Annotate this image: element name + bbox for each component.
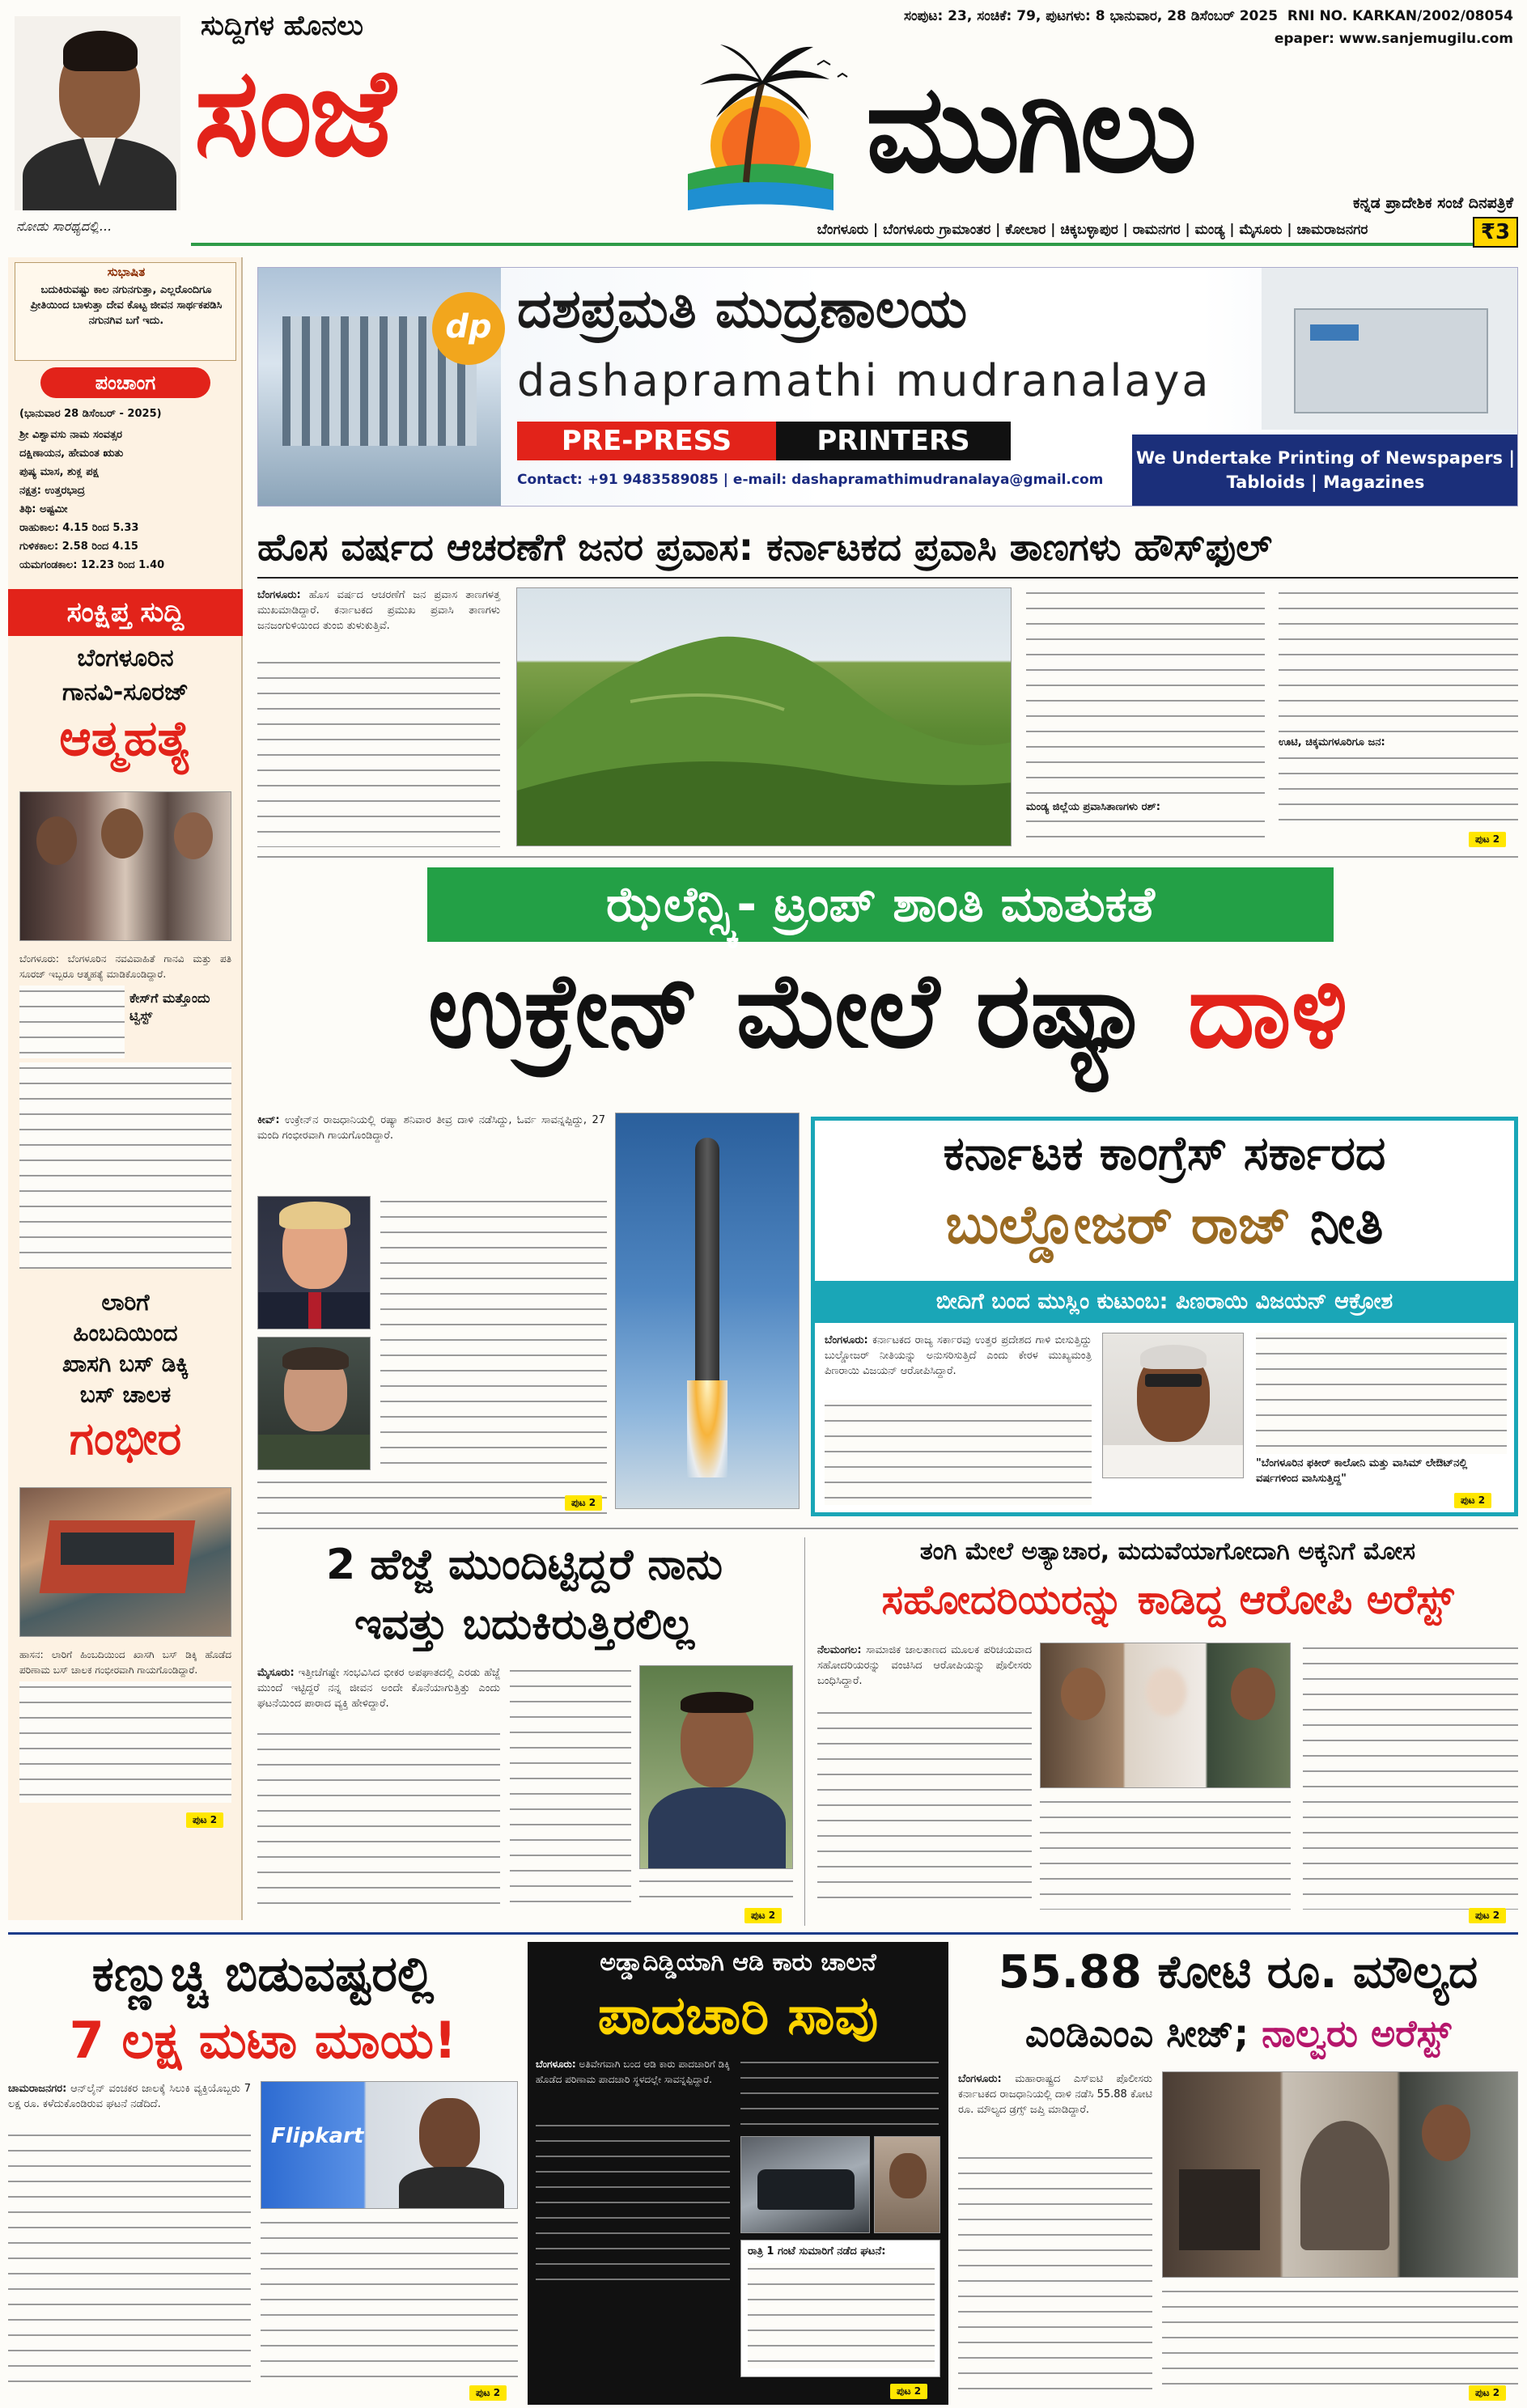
pedestrian-kicker: ಅಡ್ಡಾದಿಡ್ಡಿಯಾಗಿ ಆಡಿ ಕಾರು ಚಾಲನೆ — [600, 1948, 876, 1977]
survivor-text-lines-1 — [257, 1728, 500, 1906]
continued-tag: ಪುಟ 2 — [565, 1495, 602, 1511]
masthead-brand-red: ಸಂಜೆ — [194, 43, 392, 184]
continued-tag: ಪುಟ 2 — [1454, 1493, 1491, 1508]
bulldozer-strap-text: ಬೀದಿಗೆ ಬಂದ ಮುಸ್ಲಿಂ ಕುಟುಂಬ: ಪಿಣರಾಯಿ ವಿಜಯನ್ ಆಕ್ರೋಶ — [935, 1289, 1393, 1314]
continued-tag: ಪುಟ 2 — [1469, 1908, 1506, 1923]
bulldozer-body: ಕರ್ನಾಟಕದ ರಾಜ್ಯ ಸರ್ಕಾರವು ಉತ್ತರ ಪ್ರದೇಶದ ಗಾಳಿ ಬೀಸುತ್ತಿದ್ದು ಬುಲ್ಡೋಜರ್ ನೀತಿಯನ್ನು ಅನುಸರಿಸುತ್ತಿದೆ ಎಂದು ಕೇರಳ ಮುಖ್ಯಮಂತ್ರಿ ಪಿಣರಾಯಿ ವಿಜಯನ್ ಆರೋಪಿಸಿದ್ದಾರೆ. — [825, 1334, 1092, 1377]
region-list: ಬೆಂಗಳೂರು | ಬೆಂಗಳೂರು ಗ್ರಾಮಾಂತರ | ಕೋಲಾರ | ಚಿಕ್ಕಬಳ್ಳಾಪುರ | ರಾಮನಗರ | ಮಂಡ್ಯ | ಮೈಸೂರು | ಚಾಮರಾಜನಗರ — [817, 222, 1368, 238]
lead-text-lines-4 — [1279, 752, 1518, 830]
ad-offer-text: We Undertake Printing of Newspapers | Tabloids | Magazines — [1135, 448, 1516, 492]
story2-head5: ಗಂಭೀರ — [69, 1413, 182, 1465]
car-crash-photo — [740, 2136, 870, 2233]
lead-headline: ಹೊಸ ವರ್ಷದ ಆಚರಣೆಗೆ ಜನರ ಪ್ರವಾಸ: ಕರ್ನಾಟಕದ ಪ್ರವಾಸಿ ತಾಣಗಳು ಹೌಸ್‌ಫುಲ್ — [257, 525, 1272, 569]
ad-title-english: dashapramathi mudranalaya — [517, 355, 1211, 406]
panchanga-item: ಯಮಗಂಡಕಾಲ: 12.23 ರಿಂದ 1.40 — [19, 559, 165, 571]
arrest-text-lines-2 — [1040, 1796, 1291, 1910]
continued-tag: ಪುಟ 2 — [890, 2384, 927, 2399]
bulldozer-strap — [815, 1281, 1514, 1323]
pedestrian-box-lines — [748, 2263, 935, 2368]
ad-tag-printers — [776, 422, 1011, 460]
bulldozer-headline2 — [815, 1193, 1514, 1257]
bulldozer-text-lines-1 — [825, 1400, 1092, 1505]
continued-tag: ಪುಟ 2 — [1469, 2385, 1506, 2401]
section-rule — [257, 856, 1518, 858]
lead-dateline: ಬೆಂಗಳೂರು: — [257, 589, 301, 601]
ukraine-headline-red: ದಾಳಿ — [1187, 951, 1348, 1071]
column-divider — [804, 1537, 805, 1926]
issue-info — [866, 8, 1513, 24]
ad-tag-prepress — [517, 422, 776, 460]
ukraine-body-top — [257, 1113, 605, 1143]
flipkart-photo — [261, 2081, 518, 2209]
pedestrian-night-box — [740, 2240, 940, 2377]
arrest-text-lines-1 — [817, 1707, 1032, 1910]
ad-tag-printers-text: PRINTERS — [817, 425, 970, 457]
survivor-photo — [639, 1665, 793, 1869]
lead-text-lines-3 — [1279, 587, 1518, 733]
story1-subhead: ಕೇಸ್‌ಗೆ ಮತ್ತೊಂದು ಟ್ವಿಸ್ಟ್ — [129, 990, 210, 1024]
continued-tag: ಪುಟ 2 — [744, 1908, 782, 1923]
arrest-kicker: ತಂಗಿ ಮೇಲೆ ಅತ್ಯಾಚಾರ, ಮದುವೆಯಾಗೋದಾಗಿ ಅಕ್ಕನಿಗೆ ಮೋಸ — [919, 1537, 1416, 1566]
masthead — [0, 0, 1527, 255]
editor-photo — [15, 16, 180, 210]
blink-text-lines-2 — [261, 2217, 518, 2389]
ukraine-dateline: ಕೀವ್: — [257, 1114, 280, 1126]
ukraine-headline — [257, 947, 1518, 1076]
quote-box — [15, 262, 236, 361]
blink-text-lines-1 — [8, 2130, 251, 2389]
panchanga-item: ದಕ್ಷಿಣಾಯನ, ಹೇಮಂತ ಋತು — [19, 447, 124, 460]
seizure-text-lines-1 — [958, 2152, 1152, 2395]
panchanga-title — [40, 367, 210, 398]
pedestrian-headline: ಪಾದಚಾರಿ ಸಾವು — [597, 1984, 879, 2046]
survivor-headline2: ಇವತ್ತು ಬದುಕಿರುತ್ತಿರಲಿಲ್ಲ — [354, 1600, 694, 1649]
bulldozer-body-col — [825, 1333, 1092, 1379]
copier-machine-image — [1262, 268, 1518, 430]
continued-tag: ಪುಟ 2 — [469, 2385, 507, 2401]
palm-sun-logo — [655, 32, 866, 218]
blink-body: ಆನ್‌ಲೈನ್ ವಂಚಕರ ಜಾಲಕ್ಕೆ ಸಿಲುಕಿ ವ್ಯಕ್ತಿಯೊಬ್ಬರು 7 ಲಕ್ಷ ರೂ. ಕಳೆದುಕೊಂಡಿರುವ ಘಟನೆ ನಡೆದಿದೆ. — [8, 2083, 251, 2110]
ad-logo — [432, 292, 505, 365]
masthead-subtitle: ಕನ್ನಡ ಪ್ರಾದೇಶಿಕ ಸಂಜೆ ದಿನಪತ್ರಿಕೆ — [1352, 194, 1513, 212]
story2-text-lines — [19, 1681, 231, 1803]
survivor-dateline: ಮೈಸೂರು: — [257, 1667, 295, 1679]
survivor-text-lines-2 — [510, 1665, 631, 1906]
survivor-body-col — [257, 1665, 500, 1711]
blink-headline2: 7 ಲಕ್ಷ ಮಟಾ ಮಾಯ! — [69, 2011, 457, 2070]
pedestrian-dateline: ಬೆಂಗಳೂರು: — [536, 2058, 576, 2070]
panchanga-title-text: ಪಂಚಾಂಗ — [95, 371, 156, 394]
bulldozer-quote: "ಬೆಂಗಳೂರಿನ ಫಕೀರ್ ಕಾಲೋನಿ ಮತ್ತು ವಾಸಿಮ್ ಲೇಔಟ್‌ನಲ್ಲಿ ವರ್ಷಗಳಿಂದ ವಾಸಿಸುತ್ತಿದ್ದ" — [1256, 1457, 1468, 1485]
panchanga-list — [19, 426, 238, 574]
drug-seizure-photos — [1162, 2071, 1518, 2278]
ukraine-text-lines-1b — [257, 1477, 607, 1516]
bulldozer-headline2-brown: ಬುಲ್ಡೋಜರ್ ರಾಜ್ — [945, 1193, 1292, 1256]
bulldozer-text-lines-2 — [1256, 1333, 1507, 1454]
continued-tag: ಪುಟ 2 — [1469, 832, 1506, 847]
pedestrian-body: ಅತಿವೇಗವಾಗಿ ಬಂದ ಆಡಿ ಕಾರು ಪಾದಚಾರಿಗೆ ಡಿಕ್ಕಿ ಹೊಡೆದ ಪರಿಣಾಮ ಪಾದಚಾರಿ ಸ್ಥಳದಲ್ಲೇ ಸಾವನ್ನಪ್ಪಿದ್ದಾರೆ. — [536, 2058, 730, 2085]
arrest-body: ಸಾಮಾಜಿಕ ಜಾಲತಾಣದ ಮೂಲಕ ಪರಿಚಯವಾದ ಸಹೋದರಿಯರನ್ನು ವಂಚಿಸಿದ ಆರೋಪಿಯನ್ನು ಪೊಲೀಸರು ಬಂಧಿಸಿದ್ದಾರೆ. — [817, 1644, 1032, 1687]
bulldozer-headline1: ಕರ್ನಾಟಕ ಕಾಂಗ್ರೆಸ್ ಸರ್ಕಾರದ — [943, 1126, 1386, 1181]
continued-tag: ಪುಟ 2 — [186, 1812, 223, 1828]
lead-body: ಹೊಸ ವರ್ಷದ ಆಚರಣೆಗೆ ಜನ ಪ್ರವಾಸ ತಾಣಗಳತ್ತ ಮುಖಮಾಡಿದ್ದಾರೆ. ಕರ್ನಾಟಕದ ಪ್ರಮುಖ ಪ್ರವಾಸಿ ತಾಣಗಳು ಜನಜಂಗುಳಿಯಿಂದ ತುಂಬಿ ತುಳುಕುತ್ತಿವೆ. — [257, 589, 500, 632]
blink-headline1: ಕಣ್ಣುಚ್ಚಿ ಬಿಡುವಷ್ಟರಲ್ಲಿ — [91, 1946, 435, 2003]
seizure-headline2-red: ನಾಲ್ವರು ಅರೆಸ್ಟ್ — [1262, 2012, 1452, 2055]
ad-contact: Contact: +91 9483589085 | e-mail: dashapramathimudranalaya@gmail.com — [517, 472, 1104, 488]
seizure-headline2 — [958, 2007, 1518, 2060]
story1-head1: ಬೆಂಗಳೂರಿನ — [77, 644, 174, 672]
blink-body-col — [8, 2081, 251, 2112]
bulldozer-headline3: ನೀತಿ — [1309, 1193, 1384, 1256]
lead-text-lines-2b — [1026, 816, 1265, 846]
trump-photo — [257, 1196, 371, 1329]
epaper-link[interactable]: epaper: www.sanjemugilu.com — [1274, 31, 1513, 47]
lead-subhead-2: ಊಟಿ, ಚಿಕ್ಕಮಗಳೂರಿಗೂ ಜನ: — [1279, 736, 1385, 748]
arrest-photos — [1040, 1643, 1291, 1788]
bus-crash-photo — [19, 1487, 231, 1637]
pinarayi-photo — [1102, 1333, 1244, 1478]
seizure-headline1: 55.88 ಕೋಟಿ ರೂ. ಮೌಲ್ಯದ — [998, 1946, 1478, 1999]
blink-dateline: ಚಾಮರಾಜನಗರ: — [8, 2083, 67, 2095]
printing-ad[interactable] — [257, 267, 1518, 507]
arrest-dateline: ನೆಲಮಂಗಲ: — [817, 1644, 862, 1656]
section-rule-2 — [257, 1528, 1518, 1529]
seizure-headline2-black: ಎಂಡಿಎಂಎ ಸೀಜ್; — [1024, 2012, 1249, 2055]
bulldozer-box — [811, 1117, 1518, 1516]
pedestrian-body-col — [536, 2057, 730, 2088]
lead-subhead: ಮಂಡ್ಯ ಜಿಲ್ಲೆಯ ಪ್ರವಾಸಿತಾಣಗಳು ರಶ್: — [1026, 801, 1161, 813]
panchanga-item: ಶ್ರೀ ವಿಶ್ವಾವಸು ನಾಮ ಸಂವತ್ಸರ — [19, 429, 123, 441]
panchanga-item: ನಕ್ಷತ್ರ: ಉತ್ತರಭಾದ್ರ — [19, 485, 85, 497]
price-text: ₹3 — [1480, 220, 1511, 244]
story2-head4: ಬಸ್ ಚಾಲಕ — [79, 1381, 172, 1408]
survivor-headline1: 2 ಹೆಜ್ಜೆ ಮುಂದಿಟ್ಟಿದ್ದರೆ ನಾನು — [325, 1541, 723, 1589]
pedestrian-box-title: ರಾತ್ರಿ 1 ಗಂಟೆ ಸುಮಾರಿಗೆ ನಡೆದ ಘಟನೆ: — [748, 2245, 886, 2258]
arrest-headline: ಸಹೋದರಿಯರನ್ನು ಕಾಡಿದ್ದ ಆರೋಪಿ ಅರೆಸ್ಟ್ — [881, 1576, 1454, 1623]
panchanga-item: ರಾಹುಕಾಲ: 4.15 ರಿಂದ 5.33 — [19, 522, 139, 534]
region-bar — [191, 243, 1518, 246]
lead-text-lines-1 — [257, 657, 500, 847]
bulldozer-dateline: ಬೆಂಗಳೂರು: — [825, 1334, 868, 1346]
ad-tag-prepress-text: PRE-PRESS — [561, 425, 732, 457]
missile-photo — [615, 1113, 800, 1509]
zelensky-photo — [257, 1337, 371, 1470]
seizure-body: ಮಹಾರಾಷ್ಟ್ರದ ಎಸ್‌ಐಟಿ ಪೊಲೀಸರು ಕರ್ನಾಟಕದ ರಾಜಧಾನಿಯಲ್ಲಿ ದಾಳಿ ನಡೆಸಿ 55.88 ಕೋಟಿ ರೂ. ಮೌಲ್ಯದ ಡ್ರಗ್ಸ್ ಜಪ್ತಿ ಮಾಡಿದ್ದಾರೆ. — [958, 2073, 1153, 2116]
lead-body-col1 — [257, 587, 500, 634]
brief-news-banner — [8, 589, 243, 636]
quote-text: ಬದುಕಿರುವಷ್ಟು ಕಾಲ ನಗುನಗುತ್ತಾ, ಎಲ್ಲರೊಂದಿಗೂ ಪ್ರೀತಿಯಿಂದ ಬಾಳುತ್ತಾ ದೇವ ಕೊಟ್ಟ ಜೀವನ ಸಾರ್ಥಕಪಡಿಸಿ ನಗುನಗಿವ ಬಗೆ ಇದು. — [30, 284, 223, 327]
ukraine-text-lines-1 — [380, 1196, 607, 1487]
panchanga-item: ತಿಥಿ: ಅಷ್ಟಮೀ — [19, 503, 68, 515]
story2-body: ಹಾಸನ: ಲಾರಿಗೆ ಹಿಂಬದಿಯಿಂದ ಖಾಸಗಿ ಬಸ್ ಡಿಕ್ಕಿ ಹೊಡೆದ ಪರಿಣಾಮ ಬಸ್ ಚಾಲಕ ಗಂಭೀರವಾಗಿ ಗಾಯಗೊಂಡಿದ್ದಾರೆ. — [19, 1649, 231, 1676]
brief-news-title: ಸಂಕ್ಷಿಪ್ತ ಸುದ್ದಿ — [66, 596, 185, 629]
masthead-tagline: ಸುದ್ದಿಗಳ ಹೊನಲು — [201, 10, 363, 42]
ukraine-body: ಉಕ್ರೇನ್‌ನ ರಾಜಧಾನಿಯಲ್ಲಿ ರಷ್ಯಾ ಶನಿವಾರ ತೀವ್ರ ದಾಳಿ ನಡೆಸಿದ್ದು, ಓರ್ವ ಸಾವನ್ನಪ್ಪಿದ್ದು, 27 ಮಂದಿ ಗಂಭೀರವಾಗಿ ಗಾಯಗೊಂಡಿದ್ದಾರೆ. — [257, 1114, 605, 1142]
pedestrian-text-lines-1 — [536, 2120, 730, 2290]
story1-body: ಬೆಂಗಳೂರು: ಬೆಂಗಳೂರಿನ ನವವಿವಾಹಿತೆ ಗಾನವಿ ಮತ್ತು ಪತಿ ಸೂರಜ್ ಇಬ್ಬರೂ ಆತ್ಮಹತ್ಯೆ ಮಾಡಿಕೊಂಡಿದ್ದಾರೆ. — [19, 953, 231, 980]
story1-head2: ಗಾನವಿ-ಸೂರಜ್ — [62, 678, 189, 706]
survivor-body: ಇತ್ತೀಚೆಗಷ್ಟೇ ಸಂಭವಿಸಿದ ಭೀಕರ ಅಪಘಾತದಲ್ಲಿ ಎರಡು ಹೆಜ್ಜೆ ಮುಂದೆ ಇಟ್ಟಿದ್ದರೆ ನನ್ನ ಜೀವನ ಅಂದೇ ಕೊನೆಯಾಗುತ್ತಿತ್ತು ಎಂದು ಘಟನೆಯಿಂದ ಪಾರಾದ ವ್ಯಕ್ತಿ ಹೇಳಿದ್ದಾರೆ. — [257, 1667, 500, 1710]
panchanga-item: ಗುಳಿಕಕಾಲ: 2.58 ರಿಂದ 4.15 — [19, 541, 138, 553]
editor-caption: ನೋಡು ಸಾರಥ್ಯದಲ್ಲಿ... — [16, 218, 112, 234]
survivor-text-lines-3 — [639, 1876, 793, 1906]
story1-text-lines-2 — [19, 1062, 231, 1269]
seizure-dateline: ಬೆಂಗಳೂರು: — [958, 2073, 1002, 2085]
story2-head2: ಹಿಂಬದಿಯಿಂದ — [73, 1320, 178, 1346]
ukraine-headline-black: ಉಕ್ರೇನ್ ಮೇಲೆ ರಷ್ಯಾ — [427, 951, 1152, 1071]
issue-details: ಸಂಪುಟ: 23, ಸಂಚಿಕೆ: 79, ಪುಟಗಳು: 8 ಭಾನುವಾರ, 28 ಡಿಸೆಂಬರ್ 2025 — [903, 8, 1279, 24]
rni-number: RNI NO. KARKAN/2002/08054 — [1287, 8, 1513, 24]
arrest-body-col — [817, 1643, 1032, 1689]
masthead-brand-black: ಮುಗಿಲು — [866, 59, 1194, 200]
seizure-text-lines-2 — [1162, 2286, 1518, 2387]
lead-rule — [257, 577, 1518, 579]
seizure-body-col — [958, 2071, 1152, 2118]
panchanga-date: (ಭಾನುವಾರ 28 ಡಿಸೆಂಬರ್ - 2025) — [19, 408, 162, 420]
ad-offer — [1132, 435, 1518, 507]
pedestrian-text-lines-2 — [740, 2057, 939, 2130]
bottom-band-rule — [8, 1932, 1518, 1935]
story1-head3: ಆತ್ಮಹತ್ಯೆ — [59, 710, 192, 767]
lead-text-lines-2 — [1026, 587, 1265, 798]
ad-title-kannada: ದಶಪ್ರಮತಿ ಮುದ್ರಣಾಲಯ — [517, 278, 968, 340]
hill-landscape-photo — [516, 587, 1012, 846]
ukraine-kicker-text: ಝೆಲೆನ್ಸ್ಕಿ- ಟ್ರಂಪ್ ಶಾಂತಿ ಮಾತುಕತೆ — [606, 876, 1155, 933]
quote-title: ಸುಭಾಷಿತ — [107, 265, 146, 279]
panchanga-item: ಪುಷ್ಯ ಮಾಸ, ಶುಕ್ಲ ಪಕ್ಷ — [19, 466, 99, 478]
flipkart-label: Flipkart — [271, 2124, 364, 2148]
story2-head1: ಲಾರಿಗೆ — [101, 1289, 150, 1316]
story1-photo — [19, 791, 231, 941]
pedestrian-victim-photo — [874, 2136, 940, 2233]
price-badge — [1473, 217, 1518, 248]
arrest-text-lines-3 — [1303, 1643, 1518, 1910]
ukraine-kicker — [427, 867, 1334, 942]
story2-head3: ಖಾಸಗಿ ಬಸ್ ಡಿಕ್ಕಿ — [62, 1350, 189, 1377]
ad-logo-text: dp — [445, 308, 492, 346]
sidebar — [8, 257, 243, 1920]
story1-text-lines — [19, 986, 125, 1058]
